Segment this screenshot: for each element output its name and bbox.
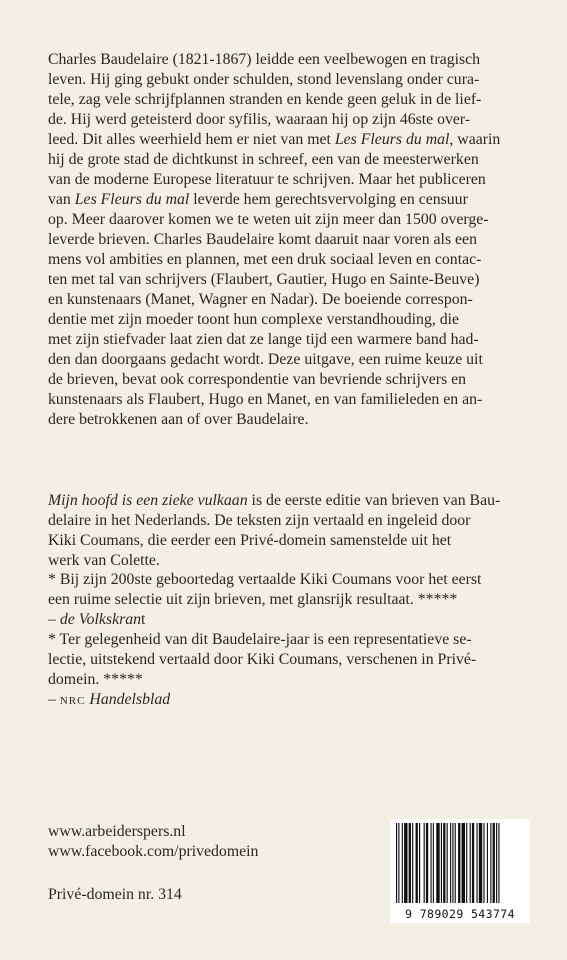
text-line [48, 190, 530, 210]
text-line [48, 511, 530, 531]
text-segment: mens vol ambities en plannen, met een druk sociaal leven en contac- [48, 251, 482, 268]
barcode-bars-icon [390, 819, 530, 907]
text-segment: van de moderne Europese literatuur te schrijven. Maar het publiceren [48, 171, 486, 188]
text-line [48, 250, 530, 270]
text-line [48, 110, 530, 130]
barcode-bar [416, 823, 418, 903]
text-line [48, 270, 530, 290]
text-segment: werk van Colette. [48, 552, 160, 569]
barcode-bar [487, 823, 488, 903]
text-segment: dentie met zijn moeder toont hun complexe verstandhouding, die [48, 311, 460, 328]
source-suffix: t [141, 611, 146, 628]
text-line [48, 150, 530, 170]
barcode-bar [498, 823, 499, 903]
quote-line: lectie, uitstekend vertaald door Kiki Coumans, verschenen in Privé- [48, 651, 477, 668]
barcode-bar [447, 823, 448, 903]
text-line [48, 90, 530, 110]
text-segment: de brieven, bevat ook correspondentie van bevriende schrijvers en [48, 371, 467, 388]
text-segment: hij de grote stad de dichtkunst in schreef, een van de meesterwerken [48, 151, 479, 168]
text-segment: Kiki Coumans, die eerder een Privé-domein samenstelde uit het [48, 532, 452, 549]
barcode-bar [412, 823, 413, 903]
text-line [48, 70, 530, 90]
barcode-bar [472, 823, 474, 903]
text-segment: tele, zag vele schrijfplannen stranden en kende geen geluk in de lief- [48, 91, 482, 108]
text-segment: ten met tal van schrijvers (Flaubert, Gautier, Hugo en Sainte-Beuve) [48, 271, 480, 288]
barcode-bar [419, 823, 420, 903]
source-name: de Volkskran [59, 611, 142, 628]
barcode-bar [477, 823, 478, 903]
footer-links [48, 822, 258, 862]
text-segment: de. Hij werd geteisterd door syfilis, waaraan hij op zijn 46ste over- [48, 111, 471, 128]
barcode-bar [452, 823, 453, 903]
barcode-bar [458, 823, 460, 903]
barcode-bar [455, 823, 456, 903]
publisher-website-link[interactable]: www.arbeiderspers.nl [48, 823, 186, 840]
text-line [48, 350, 530, 370]
quote-line: domein. ***** [48, 671, 143, 688]
text-line [48, 370, 530, 390]
barcode-bar [426, 823, 428, 903]
source-dash: – [48, 691, 60, 708]
barcode-bar [404, 823, 407, 903]
quote-line: * Bij zijn 200ste geboortedag vertaalde Kiki Coumans voor het eerst [48, 571, 482, 588]
text-line [48, 170, 530, 190]
barcode-bar [402, 823, 403, 903]
barcode-bar [479, 823, 482, 903]
text-line [48, 410, 530, 430]
barcode-bar [490, 823, 491, 903]
text-segment: is de eerste editie van brieven van Bau- [247, 492, 501, 509]
barcode-bar [441, 823, 442, 903]
text-segment: leverde brieven. Charles Baudelaire komt daaruit naar voren als een [48, 231, 477, 248]
text-line [48, 210, 530, 230]
quote-source [48, 690, 530, 711]
review-quotes [48, 570, 530, 711]
text-segment: op. Meer daarover komen we te weten uit zijn meer dan 1500 overge- [48, 211, 489, 228]
book-title: Mijn hoofd is een zieke vulkaan [48, 492, 248, 509]
source-dash: – [48, 611, 60, 628]
source-smallcaps: NRC [59, 695, 86, 707]
review-quote [48, 570, 530, 630]
text-segment: dere betrokkenen aan of over Baudelaire. [48, 411, 309, 428]
barcode-bar [424, 823, 425, 903]
quote-line: * Ter gelegenheid van dit Baudelaire-jaar is een representatieve se- [48, 631, 472, 648]
text-segment: delaire in het Nederlands. De teksten zijn vertaald en ingeleid door [48, 512, 471, 529]
text-line [48, 130, 530, 150]
text-line [48, 290, 530, 310]
barcode-bar [470, 823, 471, 903]
barcode-bar [466, 823, 467, 903]
barcode-bar [496, 823, 497, 903]
barcode-bar [431, 823, 432, 903]
text-line [48, 491, 530, 511]
book-title: Les Fleurs du mal [74, 191, 190, 208]
barcode-bar [493, 823, 495, 903]
text-line [48, 50, 530, 70]
text-segment: Charles Baudelaire (1821-1867) leidde een veelbewogen en tragisch [48, 51, 481, 68]
barcode-bar [433, 823, 434, 903]
barcode-bar [436, 823, 439, 903]
text-segment: met zijn stiefvader laat zien dat ze lange tijd een warmere band had- [48, 331, 479, 348]
text-line [48, 531, 530, 551]
text-segment: en kunstenaars (Manet, Wagner en Nadar). De boeiende correspon- [48, 291, 473, 308]
source-name: Handelsblad [85, 691, 171, 708]
facebook-link[interactable]: www.facebook.com/privedomein [48, 843, 259, 860]
text-line [48, 551, 530, 571]
isbn-barcode [390, 819, 530, 923]
text-line [48, 230, 530, 250]
description-paragraph [48, 50, 530, 430]
text-line [48, 310, 530, 330]
text-segment: leed. Dit alles weerhield hem er niet van met [48, 131, 335, 148]
series-number: Privé-domein nr. 314 [48, 886, 182, 903]
quote-source [48, 610, 530, 630]
review-quote [48, 630, 530, 711]
text-line [48, 330, 530, 350]
text-segment: leven. Hij ging gebukt onder schulden, stond levenslang onder cura- [48, 71, 480, 88]
barcode-bar [396, 823, 397, 903]
barcode-bar [398, 823, 399, 903]
barcode-bar [483, 823, 484, 903]
text-segment: , waarin [449, 131, 501, 148]
edition-paragraph [48, 491, 530, 571]
text-line [48, 390, 530, 410]
text-segment: den dan doorgaans gedacht wordt. Deze uitgave, een ruime keuze uit [48, 351, 483, 368]
book-title: Les Fleurs du mal [334, 131, 450, 148]
barcode-bar [443, 823, 445, 903]
quote-line: een ruime selectie uit zijn brieven, met glansrijk resultaat. ***** [48, 591, 458, 608]
barcode-bar [409, 823, 411, 903]
barcode-bar [450, 823, 451, 903]
barcode-number: 9 789029 543774 [405, 907, 515, 921]
text-segment: leverde hem gerechtsvervolging en censuur [189, 191, 468, 208]
text-segment: van [48, 191, 75, 208]
barcode-bar [462, 823, 465, 903]
text-segment: kunstenaars als Flaubert, Hugo en Manet, en van familieleden en an- [48, 391, 483, 408]
